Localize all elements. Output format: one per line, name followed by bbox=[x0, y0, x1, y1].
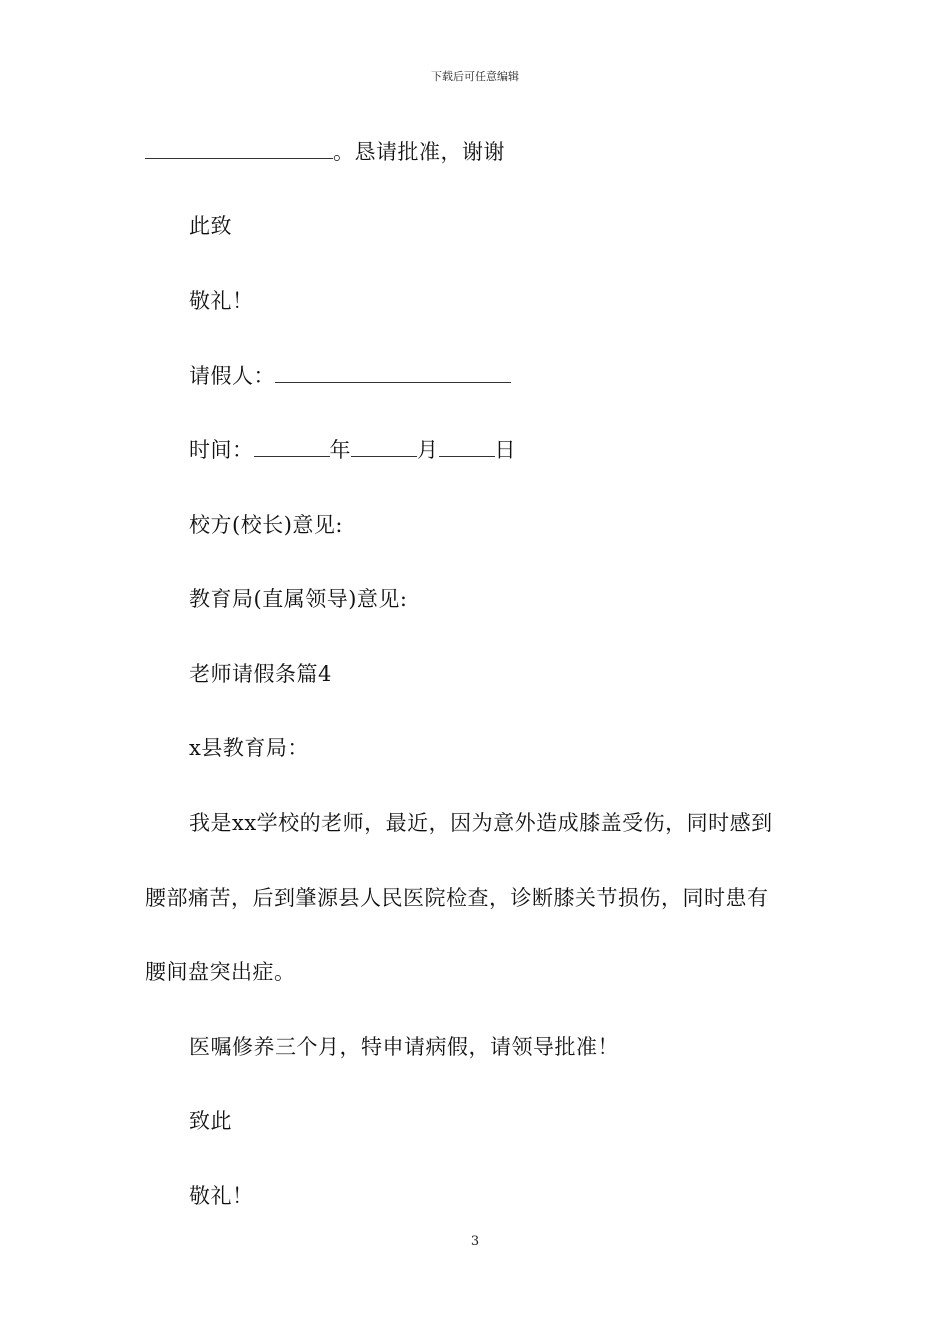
applicant-line bbox=[189, 362, 511, 390]
salutation-cizhi: 此致 bbox=[189, 214, 232, 238]
principal-opinion: 校方(校长)意见: bbox=[189, 513, 343, 537]
addressee: x县教育局： bbox=[189, 736, 309, 760]
blank-underline bbox=[145, 138, 333, 159]
page-header: 下载后可任意编辑 bbox=[431, 70, 519, 83]
section-title: 老师请假条篇4 bbox=[189, 662, 332, 686]
salutation-jingli-2: 敬礼！ bbox=[189, 1184, 254, 1208]
bureau-opinion: 教育局(直属领导)意见: bbox=[189, 587, 408, 611]
applicant-blank bbox=[275, 362, 511, 383]
year-label: 年 bbox=[329, 438, 351, 462]
body-paragraph-line-3: 腰间盘突出症。 bbox=[145, 960, 296, 984]
day-blank bbox=[439, 436, 495, 457]
month-label: 月 bbox=[417, 438, 439, 462]
year-blank bbox=[254, 436, 330, 457]
request-closing-text: 。恳请批准，谢谢 bbox=[333, 140, 505, 164]
applicant-label: 请假人： bbox=[189, 364, 275, 388]
month-blank bbox=[351, 436, 417, 457]
date-label: 时间： bbox=[189, 438, 254, 462]
day-label: 日 bbox=[494, 438, 516, 462]
doctor-advice-line: 医嘱修养三个月，特申请病假，请领导批准！ bbox=[189, 1035, 619, 1059]
request-closing-line bbox=[145, 138, 505, 166]
date-line bbox=[189, 436, 516, 464]
body-paragraph-line-2: 腰部痛苦，后到肇源县人民医院检查，诊断膝关节损伤，同时患有 bbox=[145, 886, 769, 910]
page-number: 3 bbox=[470, 1234, 480, 1249]
body-paragraph-line-1: 我是xx学校的老师，最近，因为意外造成膝盖受伤，同时感到 bbox=[189, 811, 773, 835]
salutation-jingli: 敬礼！ bbox=[189, 289, 254, 313]
salutation-zhici: 致此 bbox=[189, 1109, 232, 1133]
